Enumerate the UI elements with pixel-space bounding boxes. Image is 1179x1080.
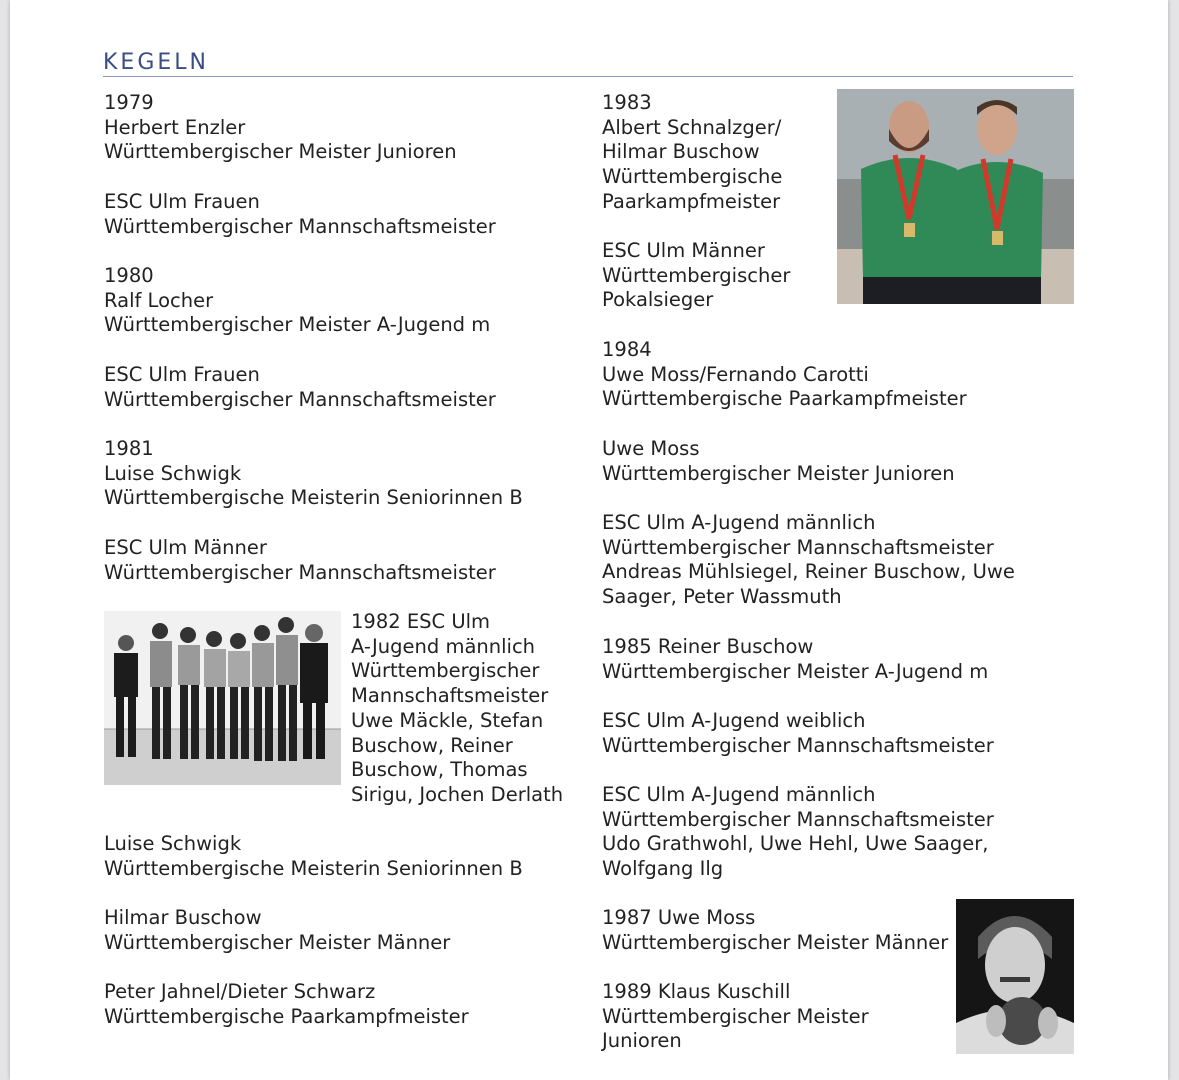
left-entry-1981-maenner: ESC Ulm Männer Württembergischer Mannschaftsmeister (104, 536, 496, 584)
heading-divider (103, 76, 1073, 77)
right-entry-1983-pokal: ESC Ulm Männer Württembergischer Pokalsieger (602, 239, 791, 312)
right-entry-1985-maennlich: ESC Ulm A-Jugend männlich Württembergischer Mannschaftsmeister Udo Grathwohl, Uwe Hehl, Uwe Saager, Wolfgang Ilg (602, 783, 994, 881)
right-entry-1983-paarkampf: 1983 Albert Schnalzger/ Hilmar Buschow Württembergische Paarkampfmeister (602, 91, 783, 213)
pair-photo-1983 (837, 89, 1074, 304)
left-entry-buschow-maenner: Hilmar Buschow Württembergischer Meister Männer (104, 906, 451, 954)
right-entry-1985-buschow: 1985 Reiner Buschow Württembergischer Meister A-Jugend m (602, 635, 989, 683)
right-entry-1989-kuschill: 1989 Klaus Kuschill Württembergischer Meister Junioren (602, 980, 869, 1053)
right-entry-1984-paarkampf: 1984 Uwe Moss/Fernando Carotti Württembergische Paarkampfmeister (602, 338, 967, 411)
document-page (10, 0, 1168, 1080)
right-entry-1987-moss: 1987 Uwe Moss Württembergischer Meister Männer (602, 906, 949, 954)
portrait-photo-1987 (956, 899, 1074, 1054)
left-entry-1980-locher: 1980 Ralf Locher Württembergischer Meister A-Jugend m (104, 264, 491, 337)
section-heading: KEGELN (103, 50, 209, 75)
left-entry-1979-enzler: 1979 Herbert Enzler Württembergischer Meister Junioren (104, 91, 457, 164)
left-entry-schwigk-b: Luise Schwigk Württembergische Meisterin Seniorinnen B (104, 832, 523, 880)
team-photo-1982 (104, 611, 341, 785)
right-entry-1984-jugend: ESC Ulm A-Jugend männlich Württembergischer Mannschaftsmeister Andreas Mühlsiegel, Reiner Buschow, Uwe Saager, Peter Wassmuth (602, 511, 1015, 609)
right-entry-1984-moss: Uwe Moss Württembergischer Meister Junioren (602, 437, 955, 485)
left-entry-1980-frauen: ESC Ulm Frauen Württembergischer Mannschaftsmeister (104, 363, 496, 411)
left-entry-1979-frauen: ESC Ulm Frauen Württembergischer Mannschaftsmeister (104, 190, 496, 238)
left-entry-1982-team: 1982 ESC Ulm A-Jugend männlich Württembergischer Mannschaftsmeister Uwe Mäckle, Stefan Buschow, Reiner Buschow, Thomas Sirigu, Jochen Derlath (351, 610, 564, 806)
left-entry-1981-schwigk: 1981 Luise Schwigk Württembergische Meisterin Seniorinnen B (104, 437, 523, 510)
right-entry-1985-weiblich: ESC Ulm A-Jugend weiblich Württembergischer Mannschaftsmeister (602, 709, 994, 757)
left-entry-jahnel-schwarz: Peter Jahnel/Dieter Schwarz Württembergische Paarkampfmeister (104, 980, 469, 1028)
